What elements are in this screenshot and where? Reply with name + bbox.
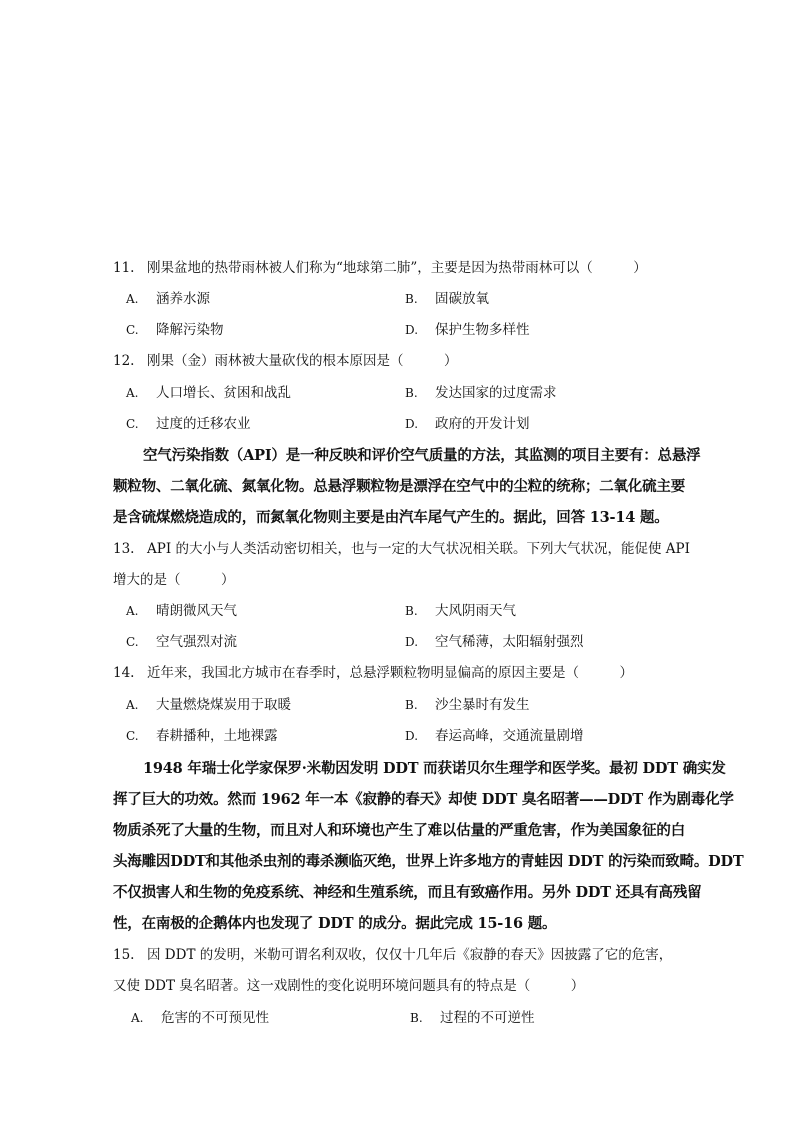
option-text: 发达国家的过度需求 [435,385,557,401]
option-letter: B. [405,292,418,306]
option-text: 过度的迁移农业 [156,416,251,432]
option-text: 大量燃烧煤炭用于取暖 [156,697,291,713]
option-letter: B. [405,698,418,712]
passage-line: 物质杀死了大量的生物，而且对人和环境也产生了难以估量的严重危害，作为美国象征的白 [113,822,685,839]
option-letter: C. [126,635,139,649]
q14-option-b [405,695,530,715]
option-text: 危害的不可预见性 [161,1010,269,1026]
option-text: 固碳放氧 [435,291,489,307]
q12-option-c [126,414,251,434]
option-text: 政府的开发计划 [435,416,530,432]
option-text: 空气强烈对流 [156,634,237,650]
option-letter: D. [405,635,419,649]
q15-option-b [410,1008,535,1028]
passage-line: 头海雕因DDT和其他杀虫剂的毒杀濒临灭绝，世界上许多地方的青蛙因 DDT 的污染而致畸。DDT [113,853,744,870]
q12-option-a [126,383,291,403]
q11-option-a [126,289,210,309]
option-letter: B. [410,1011,423,1025]
option-text: 大风阴雨天气 [435,603,516,619]
passage-line: 挥了巨大的功效。然而 1962 年一本《寂静的春天》却使 DDT 臭名昭著——DDT 作为剧毒化学 [113,791,734,808]
question-text: API 的大小与人类活动密切相关，也与一定的大气状况相关联。下列大气状况，能促使 API [147,541,690,557]
option-text: 降解污染物 [156,322,224,338]
option-letter: A. [126,386,139,400]
question-11-stem [113,258,647,278]
passage-line: 是含硫煤燃烧造成的，而氮氧化物则主要是由汽车尾气产生的。据此，回答 13-14 题。 [113,509,669,526]
option-letter: A. [126,292,139,306]
q13-option-c [126,632,237,652]
option-text: 保护生物多样性 [435,322,530,338]
option-letter: D. [405,729,419,743]
question-15-stem [113,945,672,965]
passage-line: 颗粒物、二氧化硫、氮氧化物。总悬浮颗粒物是漂浮在空气中的尘粒的统称；二氧化硫主要 [113,478,685,495]
q11-option-b [405,289,489,309]
option-letter: A. [131,1011,144,1025]
ddt-passage [113,753,744,939]
option-text: 人口增长、贫困和战乱 [156,385,291,401]
question-12-stem [113,351,458,371]
option-text: 沙尘暴时有发生 [435,697,530,713]
question-text: 刚果盆地的热带雨林被人们称为“地球第二肺”，主要是因为热带雨林可以（ ） [147,260,647,276]
option-letter: B. [405,386,418,400]
question-text: 近年来，我国北方城市在春季时，总悬浮颗粒物明显偏高的原因主要是（ ） [147,665,633,681]
option-text: 春运高峰，交通流量剧增 [435,728,584,744]
option-letter: C. [126,729,139,743]
q14-option-a [126,695,291,715]
option-text: 晴朗微风天气 [156,603,237,619]
api-passage [113,440,701,533]
option-letter: A. [126,604,139,618]
q13-option-b [405,601,516,621]
option-letter: A. [126,698,139,712]
question-15-stem-continued: 又使 DDT 臭名昭著。这一戏剧性的变化说明环境问题具有的特点是（ ） [113,978,585,994]
question-number: 12. [113,353,135,369]
option-text: 春耕播种，土地裸露 [156,728,278,744]
question-text: 因 DDT 的发明，米勒可谓名利双收，仅仅十几年后《寂静的春天》因披露了它的危害， [147,947,673,963]
question-number: 11. [113,260,135,276]
question-13-stem [113,539,690,559]
question-number: 13. [113,541,135,557]
option-letter: D. [405,323,419,337]
q14-option-d [405,726,584,746]
option-text: 涵养水源 [156,291,210,307]
option-text: 过程的不可逆性 [440,1010,535,1026]
q11-option-d [405,320,530,340]
option-letter: D. [405,417,419,431]
question-text: 刚果（金）雨林被大量砍伐的根本原因是（ ） [147,353,458,369]
option-letter: C. [126,417,139,431]
q11-option-c [126,320,224,340]
passage-line: 空气污染指数（API）是一种反映和评价空气质量的方法，其监测的项目主要有：总悬浮 [143,447,701,464]
q15-option-a [131,1008,269,1028]
question-number: 15. [113,947,135,963]
q13-option-d [405,632,584,652]
option-letter: C. [126,323,139,337]
passage-line: 不仅损害人和生物的免疫系统、神经和生殖系统，而且有致癌作用。另外 DDT 还具有高残留 [113,884,702,901]
question-number: 14. [113,665,135,681]
q12-option-d [405,414,530,434]
q12-option-b [405,383,557,403]
passage-line: 性，在南极的企鹅体内也发现了 DDT 的成分。据此完成 15-16 题。 [113,915,557,932]
option-text: 空气稀薄，太阳辐射强烈 [435,634,584,650]
passage-line: 1948 年瑞士化学家保罗·米勒因发明 DDT 而获诺贝尔生理学和医学奖。最初 DDT 确实发 [143,760,726,777]
option-letter: B. [405,604,418,618]
q14-option-c [126,726,278,746]
q13-option-a [126,601,237,621]
question-14-stem [113,663,633,683]
question-13-stem-continued: 增大的是（ ） [113,572,235,588]
